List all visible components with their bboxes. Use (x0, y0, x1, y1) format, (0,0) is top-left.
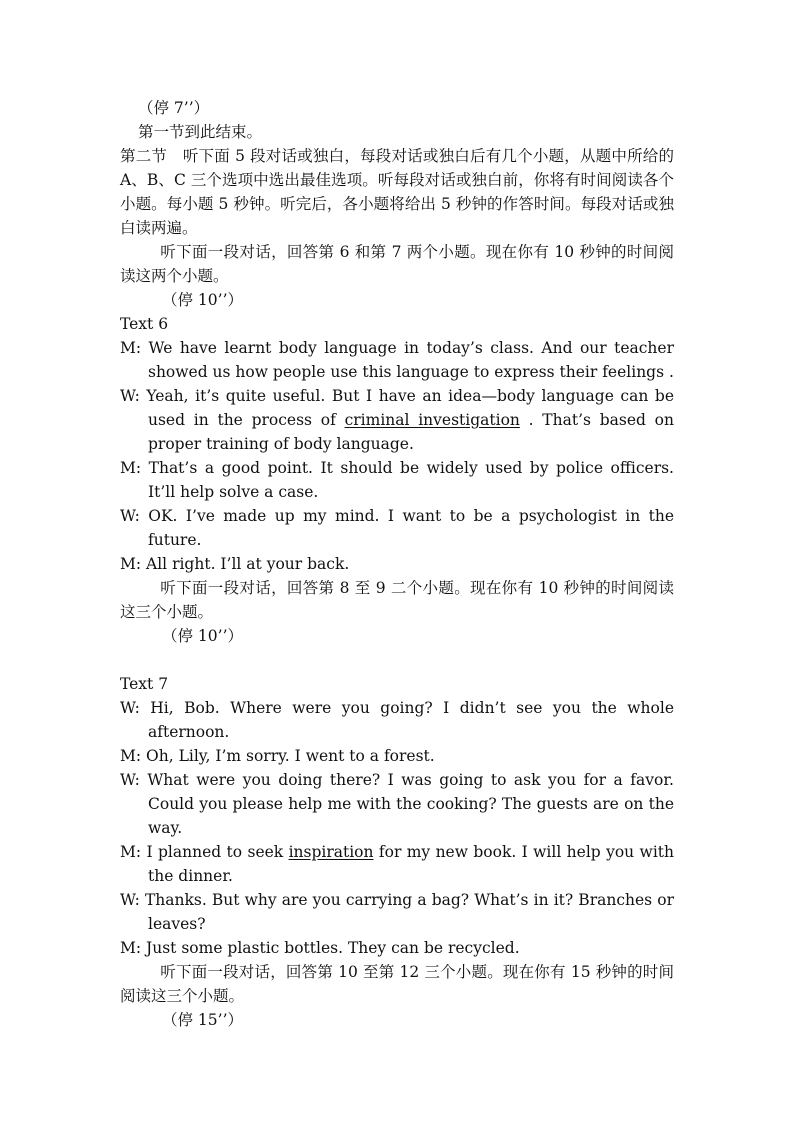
speaker-label: M: (120, 843, 142, 861)
dialogue-text: That’s a good point. It should be widely used by police officers. It’ll help solve a case. (148, 459, 674, 501)
document-body (120, 96, 674, 1032)
speaker-label: M: (120, 747, 142, 765)
speaker-label: W: (120, 699, 140, 717)
text7-instructions: 听下面一段对话，回答第 8 至 9 二个小题。现在你有 10 秒钟的时间阅读这三个小题。 (120, 579, 674, 621)
dialogue-text: Yeah, it’s quite useful. But I have an idea—body language can be used in the process of (146, 387, 674, 429)
dialogue-text: for my new book. I will help you with the dinner. (148, 843, 674, 885)
dialogue-line (120, 504, 674, 552)
dialogue-line (120, 696, 674, 744)
pause-note: （停 10’’） (162, 627, 244, 645)
speaker-label: W: (120, 771, 140, 789)
text6-title: Text 6 (120, 315, 169, 333)
dialogue-line (120, 336, 674, 384)
dialogue-text: . That’s based on proper training of body language. (148, 411, 674, 453)
text6-instructions: 听下面一段对话，回答第 6 和第 7 两个小题。现在你有 10 秒钟的时间阅读这两个小题。 (120, 243, 674, 285)
speaker-label: M: (120, 555, 142, 573)
dialogue-line (120, 936, 674, 960)
text7-title: Text 7 (120, 675, 169, 693)
dialogue-text: OK. I’ve made up my mind. I want to be a psychologist in the future. (148, 507, 674, 549)
underlined-phrase: inspiration (288, 843, 374, 861)
section-end-note: 第一节到此结束。 (138, 123, 263, 141)
dialogue-text: Hi, Bob. Where were you going? I didn’t see you the whole afternoon. (148, 699, 674, 741)
dialogue-line (120, 456, 674, 504)
speaker-label: M: (120, 339, 142, 357)
blank-line (120, 648, 674, 672)
speaker-label: W: (120, 507, 140, 525)
dialogue-text: Thanks. But why are you carrying a bag? What’s in it? Branches or leaves? (144, 891, 674, 933)
dialogue-line (120, 768, 674, 840)
underlined-phrase: criminal investigation (344, 411, 520, 429)
speaker-label: W: (120, 387, 140, 405)
pause-note: （停 7’’） (138, 99, 210, 117)
dialogue-text: All right. I’ll at your back. (146, 555, 350, 573)
speaker-label: M: (120, 939, 142, 957)
dialogue-text: Oh, Lily, I’m sorry. I went to a forest. (146, 747, 435, 765)
dialogue-text: Just some plastic bottles. They can be recycled. (146, 939, 520, 957)
dialogue-text: We have learnt body language in today’s class. And our teacher showed us how people use this language to express their feelings . (148, 339, 674, 381)
dialogue-text: What were you doing there? I was going to ask you for a favor. Could you please help me with the cooking? The guests are on the way. (147, 771, 674, 837)
pause-note: （停 15’’） (162, 1011, 244, 1029)
next-text-instructions: 听下面一段对话，回答第 10 至第 12 三个小题。现在你有 15 秒钟的时间阅读这三个小题。 (120, 963, 674, 1005)
dialogue-text: I planned to seek (146, 843, 289, 861)
dialogue-line (120, 840, 674, 888)
section-2-instructions: 第二节 听下面 5 段对话或独白，每段对话或独白后有几个小题，从题中所给的 A、B、C 三个选项中选出最佳选项。听每段对话或独白前，你将有时间阅读各个小题。每小题 5 秒钟。听完后，各小题将给出 5 秒钟的作答时间。每段对话或独白读两遍。 (120, 147, 674, 237)
dialogue-line (120, 744, 674, 768)
dialogue-line (120, 384, 674, 456)
speaker-label: M: (120, 459, 142, 477)
dialogue-line (120, 552, 674, 576)
dialogue-line (120, 888, 674, 936)
pause-note: （停 10’’） (162, 291, 244, 309)
speaker-label: W: (120, 891, 140, 909)
